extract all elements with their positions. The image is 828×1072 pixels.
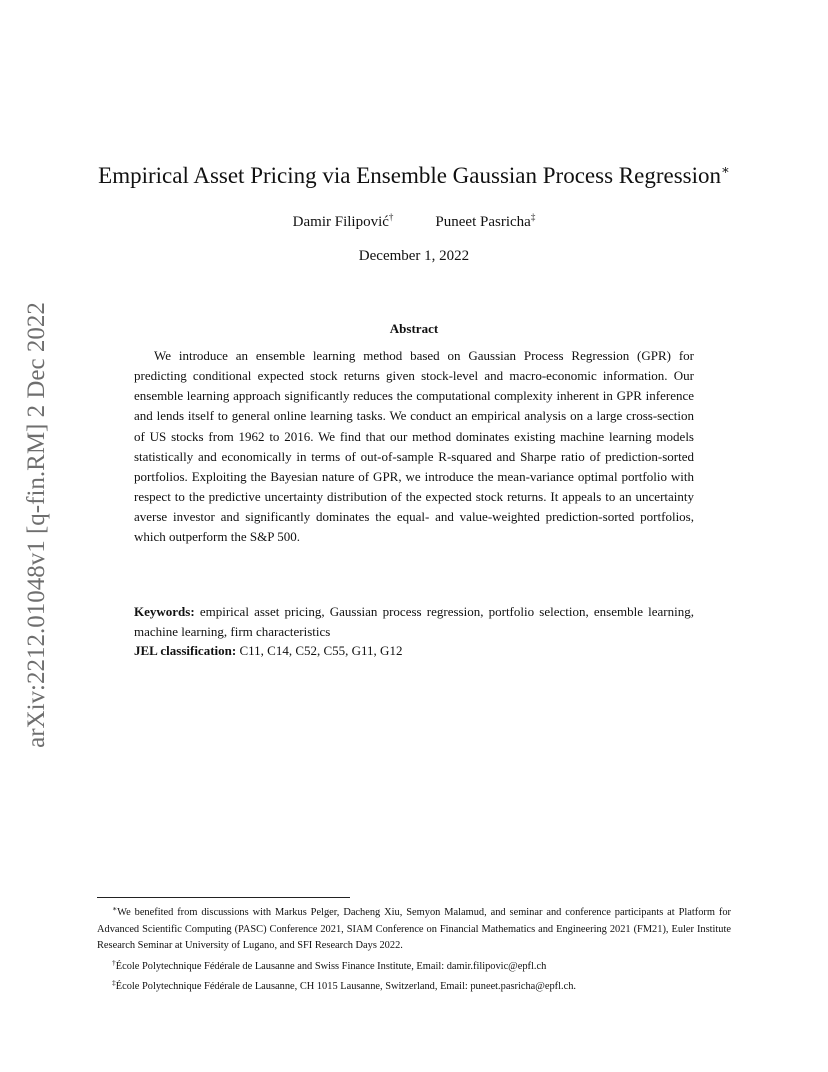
keywords-line (134, 602, 694, 642)
footnote-text: École Polytechnique Fédérale de Lausanne, CH 1015 Lausanne, Switzerland, Email: puneet.pasricha@epfl.ch. (115, 981, 577, 992)
footnotes (97, 901, 731, 996)
footnote-acknowledgements (97, 901, 731, 955)
footnote-mark: † (112, 957, 116, 967)
jel-label: JEL classification: (134, 643, 237, 658)
abstract-heading: Abstract (389, 321, 439, 336)
jel-codes: C11, C14, C52, C55, G11, G12 (239, 643, 403, 658)
title-footnote-mark: ∗ (720, 162, 730, 177)
author-name: Puneet Pasricha (435, 214, 531, 230)
keywords-text: empirical asset pricing, Gaussian process regression, portfolio selection, ensemble learning, machine learning, firm characteristics (134, 604, 694, 639)
author-filipovic (293, 206, 394, 233)
paper-date: December 1, 2022 (358, 248, 470, 264)
paper-title (0, 155, 828, 191)
footnote-mark: ∗ (112, 904, 118, 913)
author-footnote-mark: † (388, 212, 394, 222)
author-name: Damir Filipović (292, 214, 389, 230)
footnote-affiliation-filipovic (97, 955, 731, 976)
footnote-text: École Polytechnique Fédérale de Lausanne and Swiss Finance Institute, Email: damir.filipovic@epfl.ch (115, 960, 547, 972)
keywords-label: Keywords: (134, 604, 195, 619)
footnote-text: We benefited from discussions with Markus Pelger, Dacheng Xiu, Semyon Malamud, and seminar and conference participants at Platform for Advanced Scientific Computing (PASC) Conference 2021, SIAM Conference on Financial Mathematics and Engineering 2021 (FM21), Euler Institute Research Seminar at University of Lugano, and SFI Research Days 2022. (97, 907, 731, 951)
author-pasricha (435, 206, 535, 233)
footnote-divider (97, 897, 350, 898)
jel-classification-line (134, 641, 694, 661)
abstract-body: We introduce an ensemble learning method based on Gaussian Process Regression (GPR) for predicting conditional expected stock returns given stock-level and macro-economic information. Our ensemble learning approach significantly reduces the computational complexity inherent in GPR inference and lends itself to general online learning tasks. We conduct an empirical analysis on a large cross-section of US stocks from 1962 to 2016. We find that our method dominates existing machine learning models statistically and economically in terms of out-of-sample R-squared and Sharpe ratio of prediction-sorted portfolios. Exploiting the Bayesian nature of GPR, we introduce the mean-variance optimal portfolio with respect to the predictive uncertainty distribution of the expected stock returns. It appeals to an uncertainty averse investor and significantly dominates the equal- and value-weighted prediction-sorted portfolios, which outperform the S&P 500. (134, 348, 694, 545)
arxiv-identifier-stamp: arXiv:2212.01048v1 [q-fin.RM] 2 Dec 2022 (23, 302, 50, 748)
footnote-affiliation-pasricha (97, 975, 731, 996)
footnote-mark: ‡ (112, 978, 116, 987)
author-list (0, 206, 828, 233)
author-footnote-mark: ‡ (530, 212, 536, 222)
paper-title-text: Empirical Asset Pricing via Ensemble Gaussian Process Regression (98, 163, 721, 188)
